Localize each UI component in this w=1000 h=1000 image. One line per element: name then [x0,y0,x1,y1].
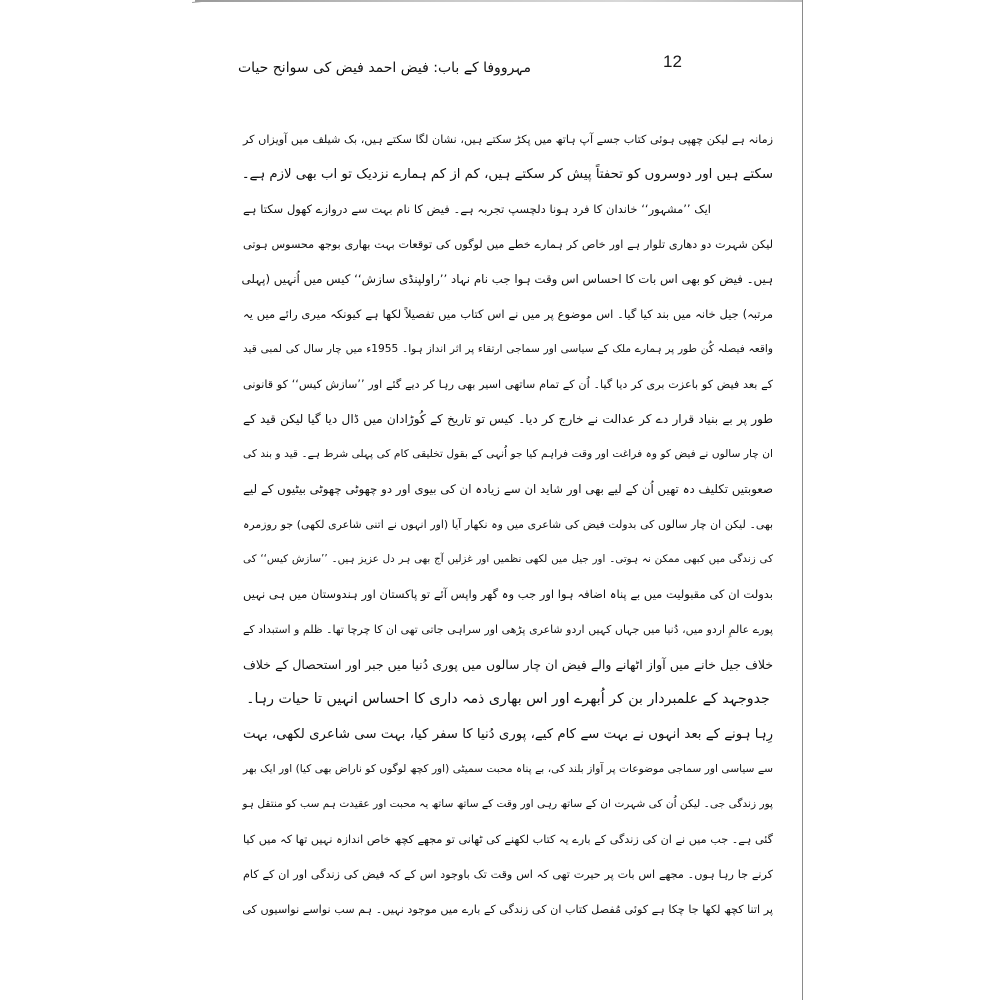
text-line: ہیں۔ فیض کو بھی اس بات کا احساس اس وقت ہوا جب نام نہاد ’’راولپنڈی سازش‘‘ کیس میں اُنہیں (پہلی [241,272,773,286]
text-line: کرنے جا رہا ہوں۔ مجھے اس بات پر حیرت تھی کہ اس وقت تک باوجود اس کے کہ فیض کی زندگی اور ان کے کام [243,868,773,881]
page-number: 12 [663,52,682,71]
text-line: کی زندگی میں کبھی ممکن نہ ہوتی۔ اور جیل میں لکھی نظمیں اور غزلیں آج بھی ہر دل عزیز ہیں۔ ’’سازش کیس‘‘ کی [243,553,773,565]
paragraph-end-line: جدوجہد کے علمبردار بن کر اُبھرے اور اس بھاری ذمہ داری کا احساس انہیں تا حیات رہا۔ [246,691,770,707]
text-line: لیکن شہرت دو دھاری تلوار ہے اور خاص کر ہمارے خطے میں لوگوں کی توقعات بہت بھاری بوجھ محسوس ہوتی [243,238,773,251]
text-line: پر اتنا کچھ لکھا جا چکا ہے کوئی مُفصل کتاب ان کی زندگی کے بارے میں موجود نہیں۔ ہم سب نواسے نواسیوں کی [242,903,773,916]
text-line: زمانہ ہے لیکن چھپی ہوئی کتاب جسے آپ ہاتھ میں پکڑ سکتے ہیں، نشان لگا سکتے ہیں، بک شیلف میں آویزاں کر [243,133,773,146]
text-line: پور زندگی جی۔ لیکن اُن کی شہرت ان کے ساتھ رہی اور وقت کے ساتھ ساتھ یہ محبت اور عقیدت ہم سب کو منتقل ہو [242,798,773,810]
paragraph-start-line: رِہا ہونے کے بعد انہوں نے بہت سے کام کیے، پوری دُنیا کا سفر کیا، بہت سی شاعری لکھی، بہت [243,727,773,742]
text-line: طور پر بے بنیاد قرار دے کر عدالت نے خارج کر دیا۔ کیس تو تاریخ کے کُوڑادان میں ڈال دیا گیا لیکن قید کے [243,412,773,426]
text-line: کے بعد فیض کو باعزت بری کر دیا گیا۔ اُن کے تمام ساتھی اسیر بھی رہا کر دیے گئے اور ’’سازش کیس‘‘ کو قانونی [243,378,773,391]
running-header: مہرووفا کے باب: فیض احمد فیض کی سوانح حیات [238,60,532,76]
text-line: ان چار سالوں نے فیض کو وہ فراغت اور وقت فراہم کیا جو اُنہی کے بقول تخلیقی کام کی پہلی شرط ہے۔ قید و بند کی [243,448,773,460]
text-line: خلاف جیل خانے میں آواز اٹھانے والے فیض ان چار سالوں میں پوری دُنیا میں جبر اور استحصال کے خلاف [243,657,773,672]
text-line: سکتے ہیں اور دوسروں کو تحفتاً پیش کر سکتے ہیں، کم از کم ہمارے نزدیک تو اب بھی لازم ہے۔ [241,167,773,182]
text-line: مرتبہ) جیل خانہ میں بند کیا گیا۔ اس موضوع پر میں نے اس کتاب میں تفصیلاً لکھا ہے کیونکہ میری رائے میں یہ [243,307,773,321]
page-gutter-line [802,0,803,1000]
text-line: واقعہ فیصلہ کُن طور پر ہمارے ملک کے سیاسی اور سماجی ارتقاء پر اثر انداز ہوا۔ 1955ء میں چار سال کی لمبی قید [243,343,773,355]
body-text [243,122,773,927]
text-line: بدولت ان کی مقبولیت میں بے پناہ اضافہ ہوا اور جب وہ گھر واپس آئے تو پاکستان اور ہندوستان میں ہی نہیں [243,587,773,601]
text-line: بھی۔ لیکن ان چار سالوں کی بدولت فیض کی شاعری میں وہ نکھار آیا (اور انہوں نے اتنی شاعری لکھی) جو روزمرہ [243,518,773,531]
paragraph-start-line: ایک ’’مشہور‘‘ خاندان کا فرد ہونا دلچسپ تجربہ ہے۔ فیض کا نام بہت سے دروازے کھول سکتا ہے [243,202,711,216]
text-line: صعوبتیں تکلیف دہ تھیں اُن کے لیے بھی اور شاید ان سے زیادہ ان کی بیوی اور دو چھوٹی چھوٹی بیٹیوں کے لیے [243,482,773,496]
text-line: پورے عالمِ اردو میں، دُنیا میں جہاں کہیں اردو شاعری پڑھی اور سراہی جاتی تھی ان کا چرچا تھا۔ ظلم و استبداد کے [243,623,773,636]
text-line: سے سیاسی اور سماجی موضوعات پر آواز بلند کی، بے پناہ محبت سمیٹی (اور کچھ لوگوں کو ناراض بھی کیا) اور ایک بھر [243,763,773,775]
page-curl [192,0,293,13]
text-line: گئی ہے۔ جب میں نے ان کی زندگی کے بارے یہ کتاب لکھنے کی ٹھانی تو مجھے کچھ خاص اندازہ نہیں تھا کہ میں کیا [243,833,773,846]
